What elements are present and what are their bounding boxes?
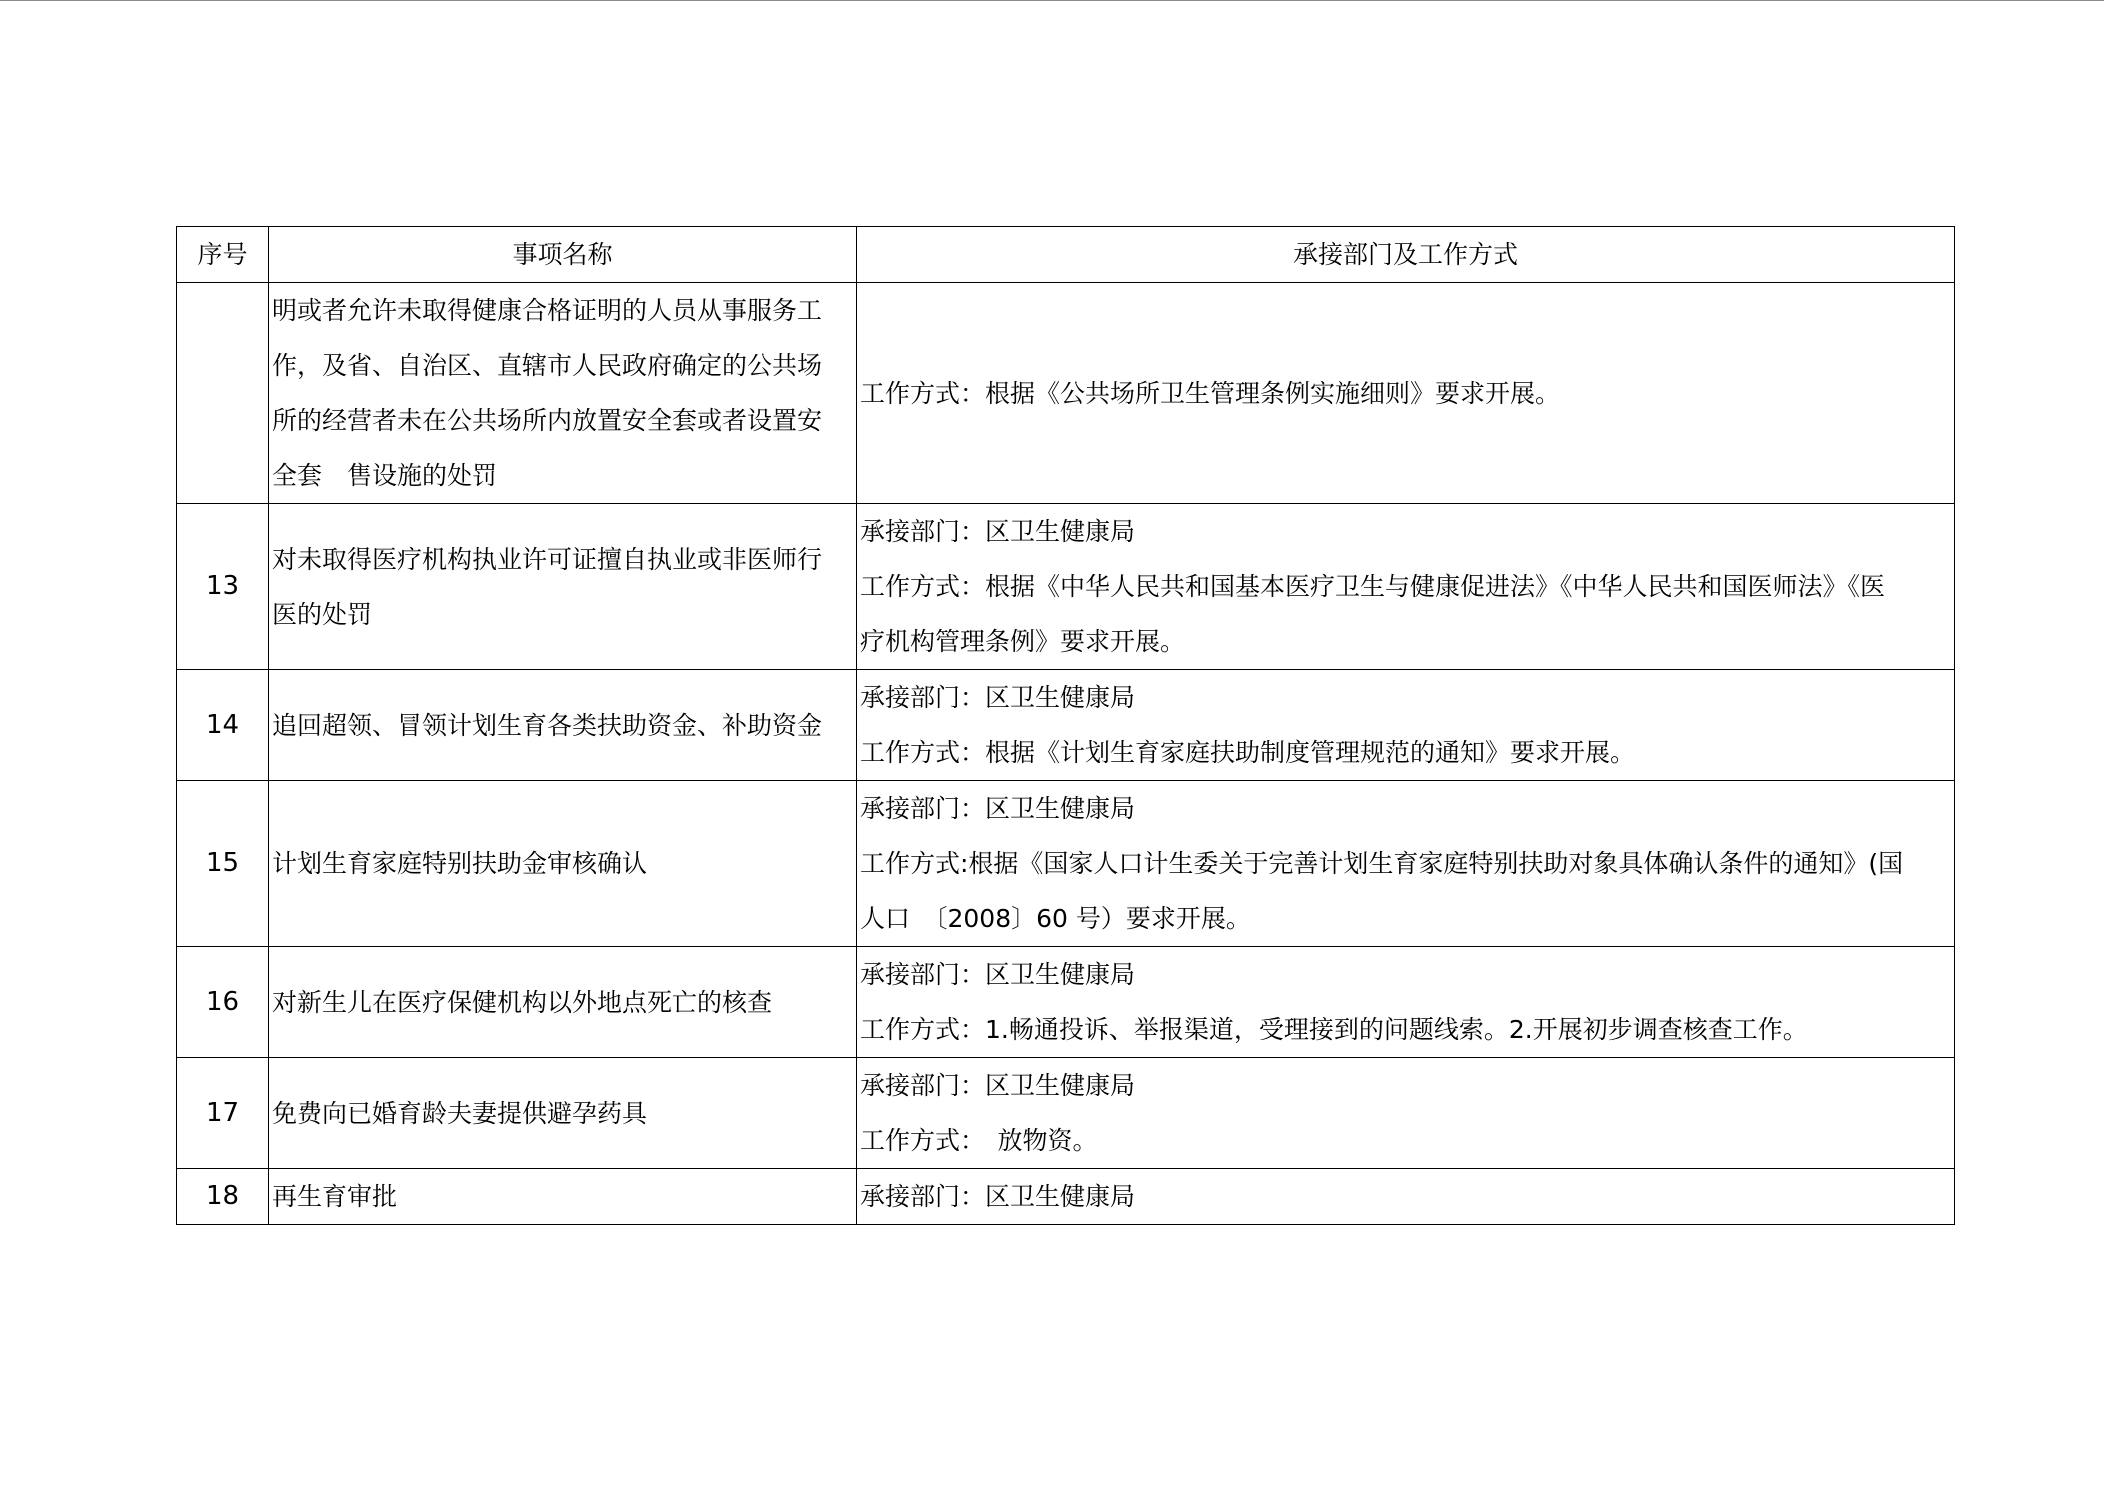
dept-line: 工作方式：1.畅通投诉、举报渠道，受理接到的问题线索。2.开展初步调查核查工作。 (860, 1015, 1808, 1044)
header-dept: 承接部门及工作方式 (857, 227, 1955, 283)
name-line: 作，及省、自治区、直辖市人民政府确定的公共场 (272, 351, 823, 380)
dept-line: 承接部门：区卫生健康局 (860, 794, 1136, 823)
row-dept (857, 781, 1955, 947)
matters-table (176, 226, 1955, 1225)
dept-line: 承接部门：区卫生健康局 (860, 1182, 1136, 1211)
name-line: 计划生育家庭特别扶助金审核确认 (272, 849, 648, 878)
name-line: 全套 售设施的处罚 (272, 461, 498, 490)
dept-line: 工作方式： 放物资。 (860, 1126, 1098, 1155)
name-line: 对新生儿在医疗保健机构以外地点死亡的核查 (272, 987, 773, 1017)
table-row (177, 670, 1955, 781)
row-index: 18 (177, 1169, 269, 1225)
dept-line: 工作方式：根据《计划生育家庭扶助制度管理规范的通知》要求开展。 (860, 738, 1636, 767)
row-name (269, 947, 857, 1058)
name-line: 再生育审批 (272, 1182, 398, 1211)
dept-line: 承接部门：区卫生健康局 (860, 683, 1136, 712)
table-row (177, 504, 1955, 670)
name-line: 明或者允许未取得健康合格证明的人员从事服务工 (272, 296, 823, 325)
row-index: 13 (177, 504, 269, 670)
name-line: 免费向已婚育龄夫妻提供避孕药具 (272, 1098, 648, 1128)
row-dept (857, 283, 1955, 504)
row-index: 15 (177, 781, 269, 947)
row-dept (857, 947, 1955, 1058)
table-row (177, 947, 1955, 1058)
name-line: 追回超领、冒领计划生育各类扶助资金、补助资金 (272, 710, 823, 740)
name-line: 医的处罚 (272, 599, 373, 629)
row-name (269, 670, 857, 781)
dept-line: 承接部门：区卫生健康局 (860, 960, 1136, 989)
table-row (177, 1058, 1955, 1169)
table-row (177, 283, 1955, 504)
row-index: 14 (177, 670, 269, 781)
dept-line: 工作方式：根据《中华人民共和国基本医疗卫生与健康促进法》《中华人民共和国医师法》《医 (860, 572, 1886, 601)
row-index (177, 283, 269, 504)
name-line: 所的经营者未在公共场所内放置安全套或者设置安 (272, 406, 823, 435)
row-name (269, 1169, 857, 1225)
header-name: 事项名称 (269, 227, 857, 283)
row-dept (857, 1169, 1955, 1225)
header-index: 序号 (177, 227, 269, 283)
row-name (269, 283, 857, 504)
row-dept (857, 504, 1955, 670)
dept-line: 承接部门：区卫生健康局 (860, 1071, 1136, 1100)
row-dept (857, 670, 1955, 781)
dept-line: 承接部门：区卫生健康局 (860, 517, 1136, 546)
table-header-row (177, 227, 1955, 283)
dept-line: 工作方式：根据《公共场所卫生管理条例实施细则》要求开展。 (860, 378, 1561, 408)
row-index: 17 (177, 1058, 269, 1169)
dept-line: 人口 〔2008〕60 号）要求开展。 (860, 904, 1251, 933)
table-row (177, 1169, 1955, 1225)
dept-line: 工作方式:根据《国家人口计生委关于完善计划生育家庭特别扶助对象具体确认条件的通知》(国 (860, 849, 1904, 878)
row-name (269, 1058, 857, 1169)
dept-line: 疗机构管理条例》要求开展。 (860, 627, 1186, 656)
row-name (269, 781, 857, 947)
name-line: 对未取得医疗机构执业许可证擅自执业或非医师行 (272, 544, 823, 574)
row-dept (857, 1058, 1955, 1169)
row-index: 16 (177, 947, 269, 1058)
page-top-rule (0, 0, 2104, 1)
row-name (269, 504, 857, 670)
table-row (177, 781, 1955, 947)
